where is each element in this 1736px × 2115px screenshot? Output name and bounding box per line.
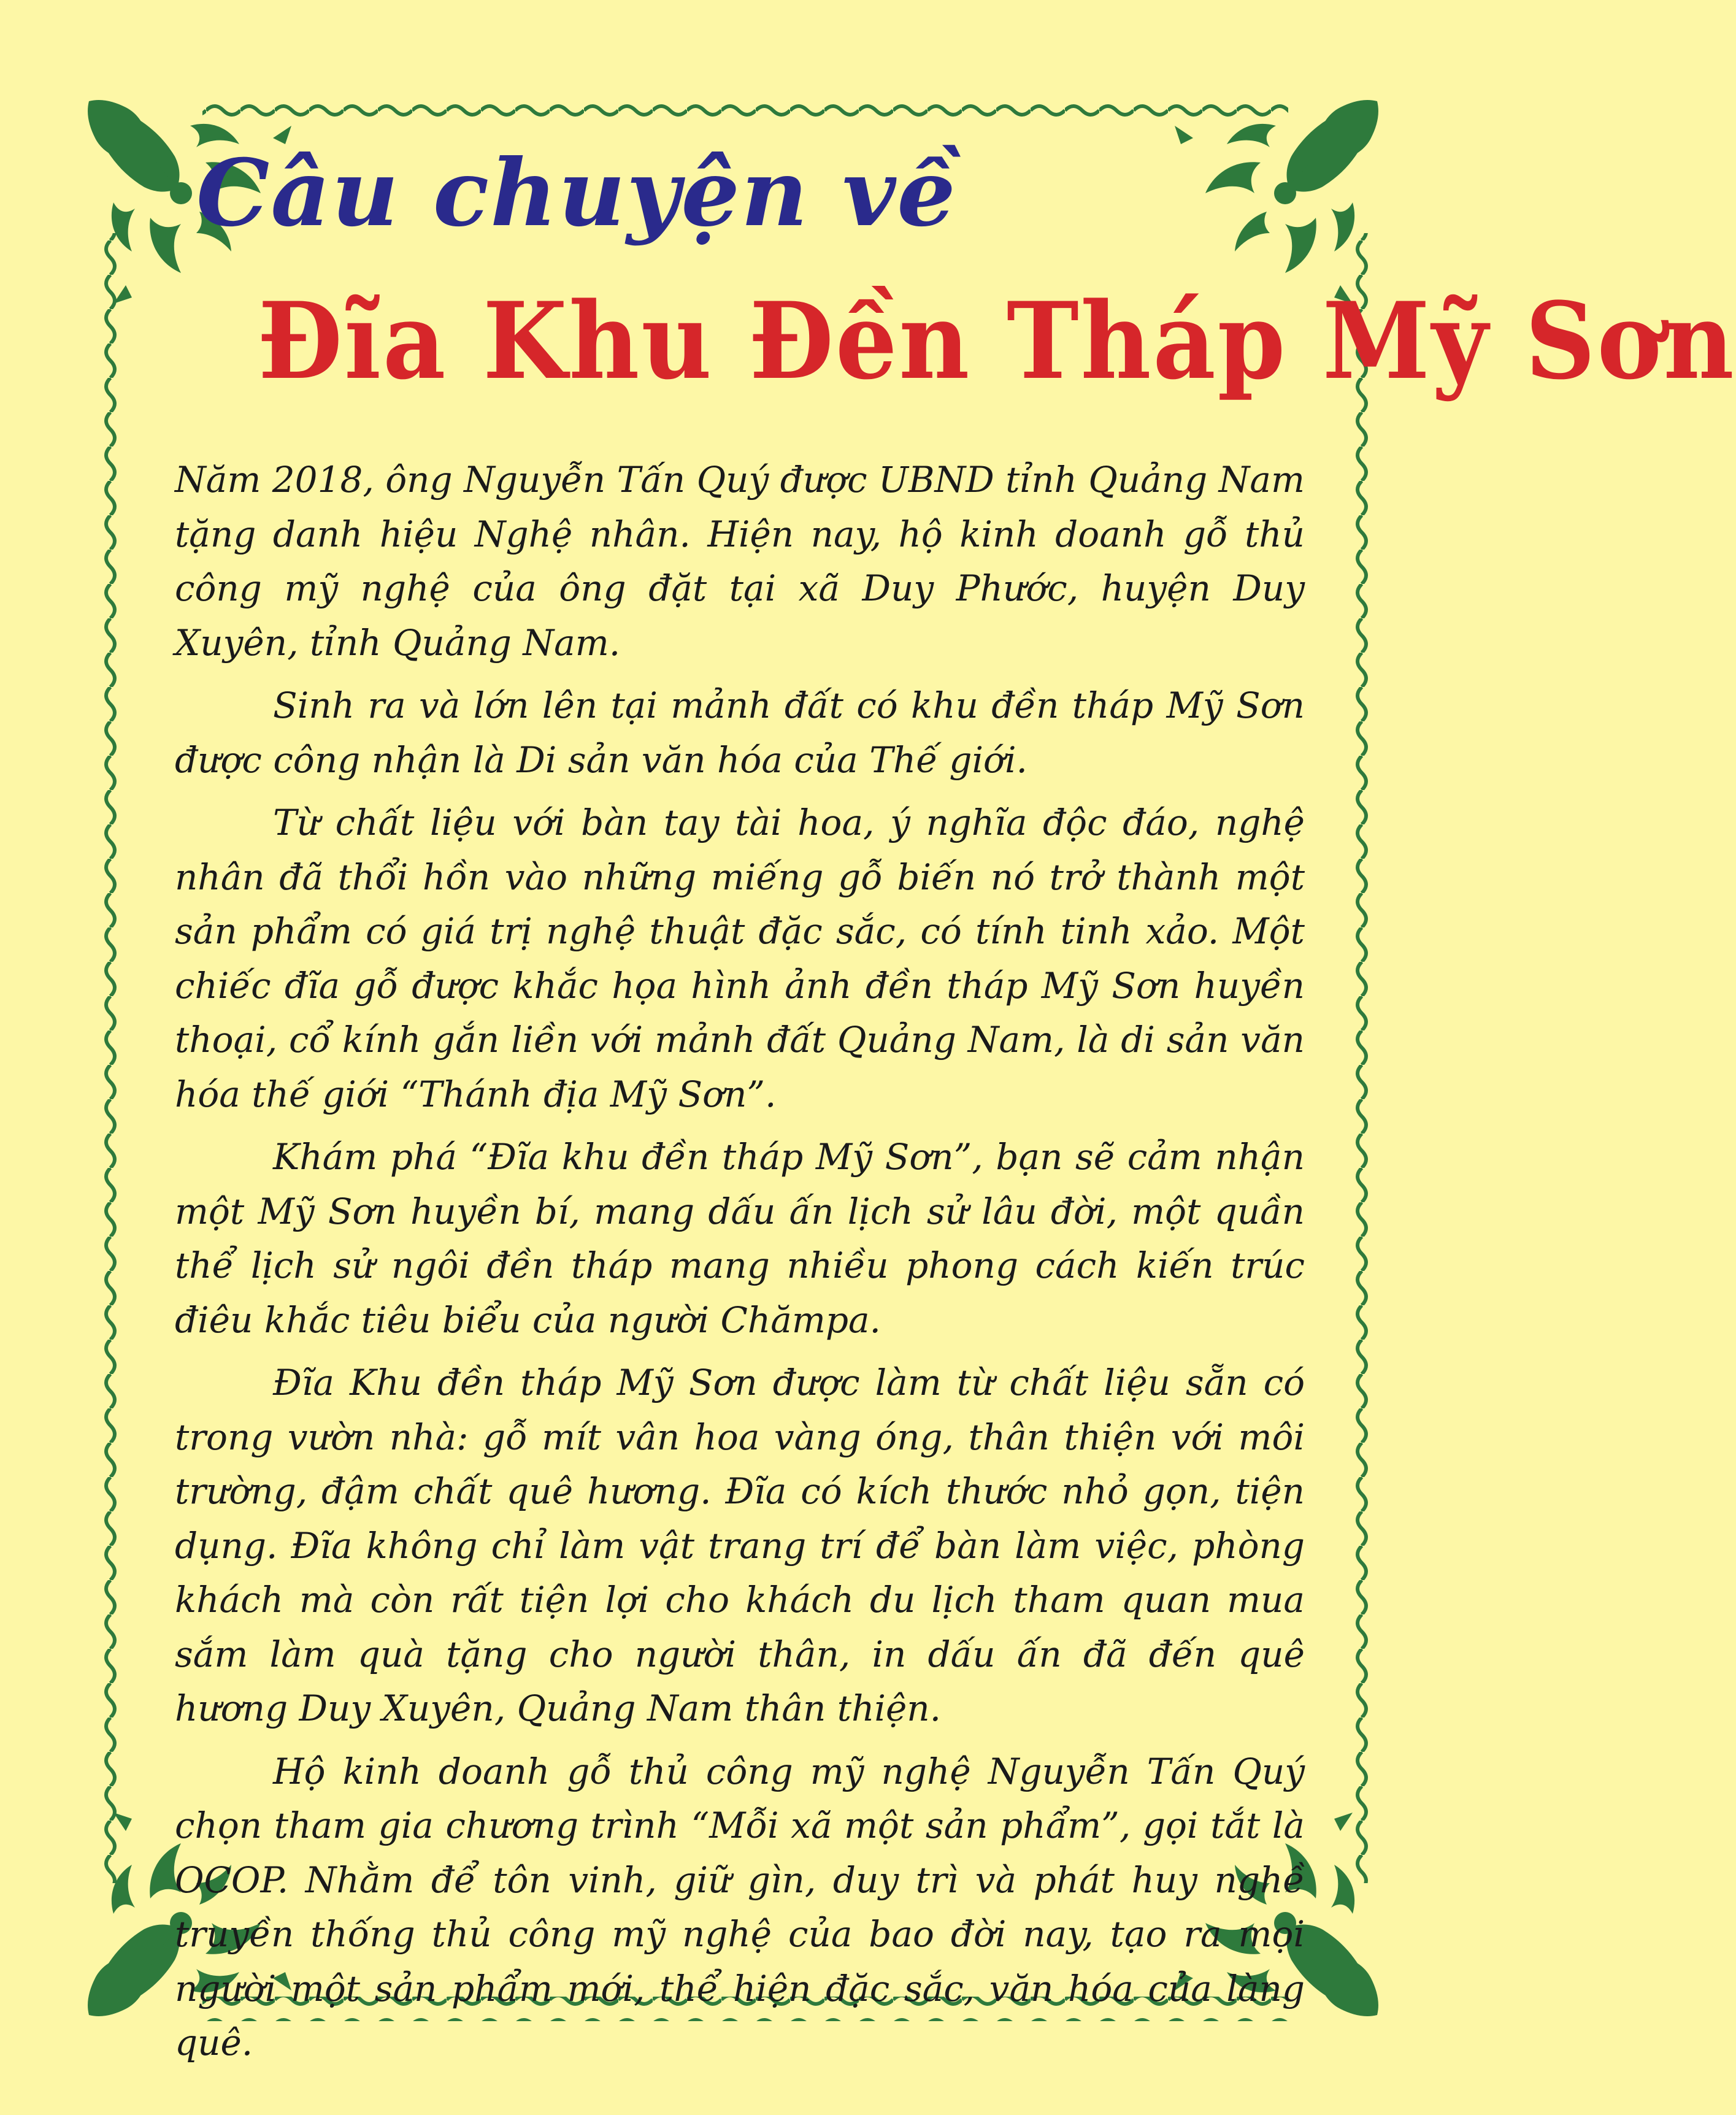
paragraph: Từ chất liệu với bàn tay tài hoa, ý nghĩa độc đáo, nghệ nhân đã thổi hồn vào những miếng gỗ biến nó trở thành một sản phẩm có giá trị nghệ thuật đặc sắc, có tính tinh xảo. Một chiếc đĩa gỗ được khắc họa hình ảnh đền tháp Mỹ Sơn huyền thoại, cổ kính gắn liền với mảnh đất Quảng Nam, là di sản văn hóa thế giới “Thánh địa Mỹ Sơn”. bbox=[175, 802, 1305, 1115]
paragraph: Đĩa Khu đền tháp Mỹ Sơn được làm từ chất liệu sẵn có trong vườn nhà: gỗ mít vân hoa vàng óng, thân thiện với môi trường, đậm chất quê hương. Đĩa có kích thước nhỏ gọn, tiện dụng. Đĩa không chỉ làm vật trang trí để bàn làm việc, phòng khách mà còn rất tiện lợi cho khách du lịch tham quan mua sắm làm quà tặng cho người thân, in dấu ấn đã đến quê hương Duy Xuyên, Quảng Nam thân thiện. bbox=[175, 1362, 1305, 1729]
page-title: Đĩa Khu Đền Tháp Mỹ Sơn bbox=[258, 278, 1736, 403]
paragraph: Hộ kinh doanh gỗ thủ công mỹ nghệ Nguyễn Tấn Quý chọn tham gia chương trình “Mỗi xã một sản phẩm”, gọi tắt là OCOP. Nhằm để tôn vinh, giữ gìn, duy trì và phát huy nghề truyền thống thủ công mỹ nghệ của bao đời nay, tạo ra mọi người một sản phẩm mới, thể hiện đặc sắc, văn hóa của làng quê. bbox=[175, 1750, 1305, 2063]
paragraph: Năm 2018, ông Nguyễn Tấn Quý được UBND tỉnh Quảng Nam tặng danh hiệu Nghệ nhân. Hiện nay, hộ kinh doanh gỗ thủ công mỹ nghệ của ông đặt tại xã Duy Phước, huyện Duy Xuyên, tỉnh Quảng Nam. bbox=[175, 459, 1305, 664]
paragraph: Khám phá “Đĩa khu đền tháp Mỹ Sơn”, bạn sẽ cảm nhận một Mỹ Sơn huyền bí, mang dấu ấn lịch sử lâu đời, một quần thể lịch sử ngôi đền tháp mang nhiều phong cách kiến trúc điêu khắc tiêu biểu của người Chămpa. bbox=[175, 1136, 1305, 1341]
paragraph: Sinh ra và lớn lên tại mảnh đất có khu đền tháp Mỹ Sơn được công nhận là Di sản văn hóa của Thế giới. bbox=[175, 685, 1305, 781]
subtitle: Câu chuyện về bbox=[196, 139, 957, 247]
article-body bbox=[175, 453, 1305, 2063]
